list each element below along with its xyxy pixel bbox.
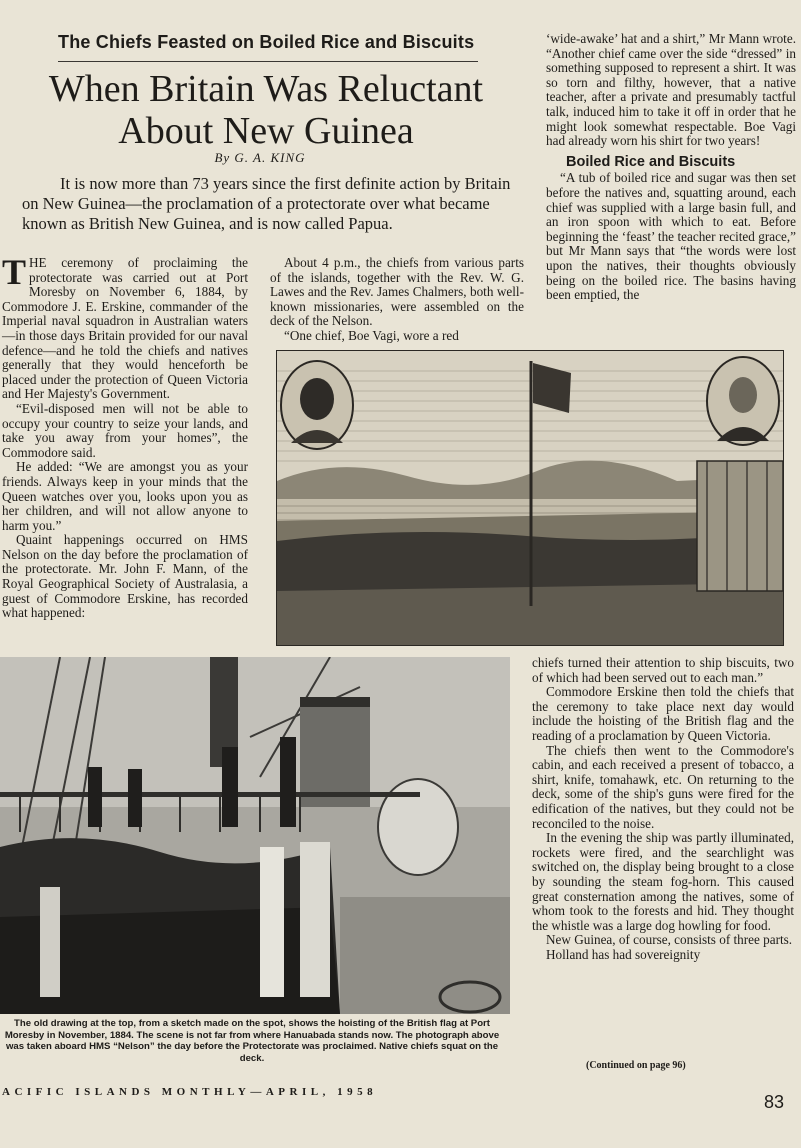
- col3-paragraph-2: “A tub of boiled rice and sugar was then set before the natives and, squatting around, each chief was supplied with a large basin full, and an iron spoon with which to eat. Before beginning the ‘feast’ the teacher recited grace,” but Mr Mann says that “the words were lost upon the natives, their thoughts obviously being on the boiled rice. The basins having been emptied, the: [546, 170, 796, 303]
- intro-paragraph: It is now more than 73 years since the first definite action by Britain on New Guinea—the proclamation of a protectorate over what became known as British New Guinea, and is now called Papua.: [22, 174, 511, 233]
- photo-caption: The old drawing at the top, from a sketch made on the spot, shows the hoisting of the British flag at Port Moresby in November, 1884. The scene is not far from where Hanuabada stands now. The photograph above was taken aboard HMS “Nelson” the day before the Protectorate was proclaimed. Native chiefs squat on the deck.: [4, 1018, 500, 1064]
- flag-hoisting-engraving: [277, 351, 783, 645]
- col1-paragraph-4: Quaint happenings occurred on HMS Nelson on the day before the proclamation of the protectorate. Mr. John F. Mann, of the Royal Geographical Society of Australasia, a guest of Commodore Erskine, has recorded what happened:: [2, 532, 248, 621]
- byline: By G. A. KING: [214, 150, 306, 165]
- col2-paragraph-1: About 4 p.m., the chiefs from various parts of the islands, together with the Rev. W. G. Lawes and the Rev. James Chalmers, both well-known missionaries, were assembled on the deck of the Nelson.: [270, 255, 524, 329]
- title-line-2: About New Guinea: [118, 110, 414, 152]
- subheading: Boiled Rice and Biscuits: [566, 153, 736, 170]
- col4-paragraph-3: The chiefs then went to the Commodore's cabin, and each received a present of tobacco, a shirt, knife, tomahawk, etc. On returning to the deck, some of the ship's guns were fired for the edification of the natives, but they could not be reconciled to the noise.: [532, 742, 794, 831]
- article-title: [10, 68, 522, 152]
- running-footer: ACIFIC ISLANDS MONTHLY—APRIL, 1958: [2, 1086, 378, 1098]
- col4-paragraph-6: Holland has had sovereignity: [546, 946, 701, 962]
- col1-paragraph-2: “Evil-disposed men will not be able to occupy your country to seize your lands, and take you away from your homes”, the Commodore said.: [2, 400, 248, 460]
- column-4: [532, 656, 794, 962]
- title-line-1: When Britain Was Reluctant: [48, 68, 484, 110]
- engraving-illustration: [276, 350, 784, 646]
- column-3: [546, 32, 796, 303]
- kicker-headline: The Chiefs Feasted on Boiled Rice and Biscuits: [58, 32, 478, 62]
- col4-paragraph-4: In the evening the ship was partly illuminated, rockets were fired, and the searchlight was switched on, the display being brought to a close by sounding the steam fog-horn. This caused great consternation among the natives, some of whom took to the forests and hid. They thought the whistle was a large dog howling for food.: [532, 830, 794, 933]
- ship-deck-photograph: [0, 657, 510, 1014]
- page-number: 83: [764, 1092, 785, 1112]
- col2-paragraph-2: “One chief, Boe Vagi, wore a red: [284, 327, 459, 343]
- column-2: [270, 256, 524, 344]
- col4-paragraph-2: Commodore Erskine then told the chiefs that the ceremony to take place next day would include the hoisting of the British flag and the reading of a proclamation by Queen Victoria.: [532, 684, 794, 743]
- hms-nelson-deck-photo: [0, 657, 510, 1014]
- col4-paragraph-5: New Guinea, of course, consists of three parts.: [546, 932, 793, 948]
- col4-paragraph-1: chiefs turned their attention to ship biscuits, two of which had been served out to each man.”: [532, 655, 794, 685]
- col1-paragraph-3: He added: “We are amongst you as your friends. Always keep in your minds that the Queen watches over you, looks upon you as her children, and will not allow anyone to harm you.”: [2, 459, 248, 533]
- col1-paragraph-1: THE ceremony of proclaiming the protectorate was carried out at Port Moresby on November 6, 1884, by Commodore J. E. Erskine, commander of the Imperial naval squadron in Australian waters—in those days Britain provided for our naval defence—and he told the chiefs and natives generally that they would henceforth be placed under the protection of Queen Victoria and Her Majesty's Government.: [2, 252, 248, 402]
- col3-paragraph-1: ‘wide-awake’ hat and a shirt,” Mr Mann wrote. “Another chief came over the side “dressed” in something supposed to represent a shirt. It was so torn and filthy, however, that a native teacher, after a private and presumably tactful talk, induced him to take it off in order that he might look somewhat respectable. Boe Vagi had already worn his shirt for two years!: [546, 31, 796, 149]
- column-1: [2, 252, 248, 621]
- continued-note: (Continued on page 96): [586, 1060, 686, 1071]
- drop-cap: T: [2, 252, 27, 292]
